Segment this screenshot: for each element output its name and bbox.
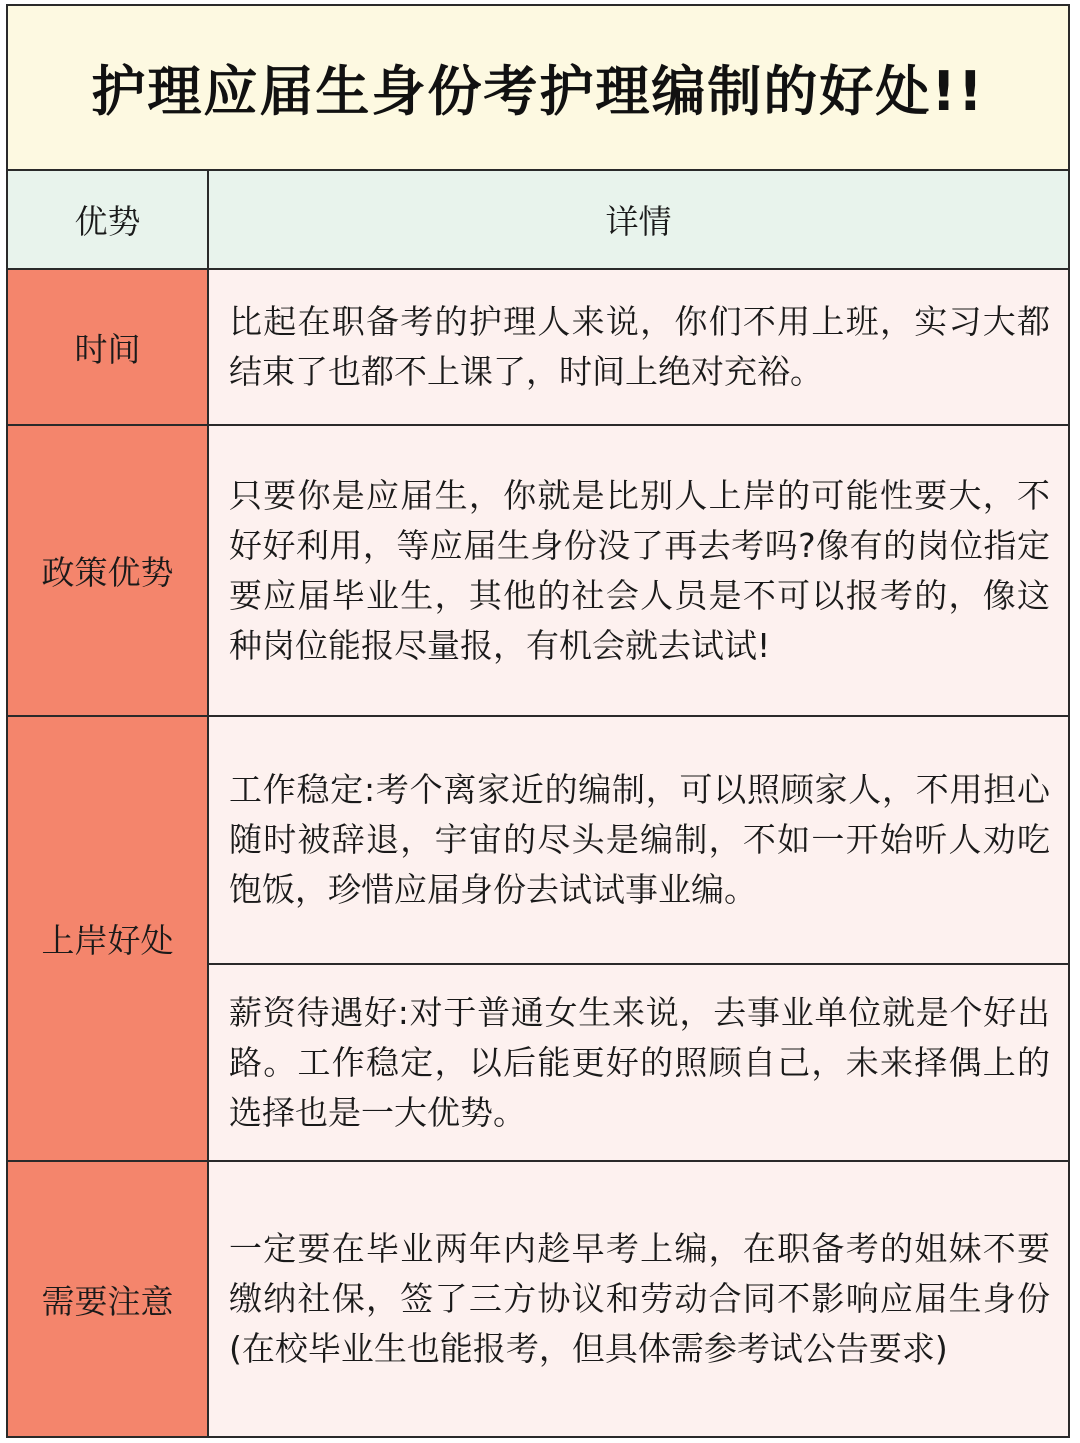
row-detail-benefits-stability bbox=[209, 717, 1068, 963]
row-label-benefits: 上岸好处 bbox=[8, 717, 207, 1160]
detail-text: 薪资待遇好:对于普通女生来说，去事业单位就是个好出路。工作稳定，以后能更好的照顾自己，未来择偶上的选择也是一大优势。 bbox=[229, 992, 1050, 1132]
detail-text: 工作稳定:考个离家近的编制，可以照顾家人，不用担心随时被辞退，宇宙的尽头是编制，不如一开始听人劝吃饱饭，珍惜应届身份去试试事业编。 bbox=[229, 770, 1050, 909]
column-header-details: 详情 bbox=[209, 171, 1068, 268]
row-detail-notice bbox=[209, 1162, 1068, 1436]
advantages-table bbox=[6, 4, 1070, 1438]
detail-text: 比起在职备考的护理人来说，你们不用上班，实习大都结束了也都不上课了，时间上绝对充裕。 bbox=[229, 302, 1050, 391]
row-label-notice: 需要注意 bbox=[8, 1162, 207, 1436]
row-detail-benefits-salary bbox=[209, 965, 1068, 1160]
page-title: 护理应届生身份考护理编制的好处!! bbox=[8, 6, 1068, 169]
row-detail-time bbox=[209, 270, 1068, 424]
detail-text: 一定要在毕业两年内趁早考上编，在职备考的姐妹不要缴纳社保，签了三方协议和劳动合同不影响应届生身份(在校毕业生也能报考，但具体需参考试公告要求) bbox=[229, 1229, 1050, 1368]
row-label-policy: 政策优势 bbox=[8, 426, 207, 715]
column-header-advantage: 优势 bbox=[8, 171, 207, 268]
detail-text: 只要你是应届生，你就是比别人上岸的可能性要大，不好好利用，等应届生身份没了再去考吗?像有的岗位指定要应届毕业生，其他的社会人员是不可以报考的，像这种岗位能报尽量报，有机会就去试试! bbox=[229, 475, 1050, 665]
row-label-time: 时间 bbox=[8, 270, 207, 424]
row-detail-policy bbox=[209, 426, 1068, 715]
